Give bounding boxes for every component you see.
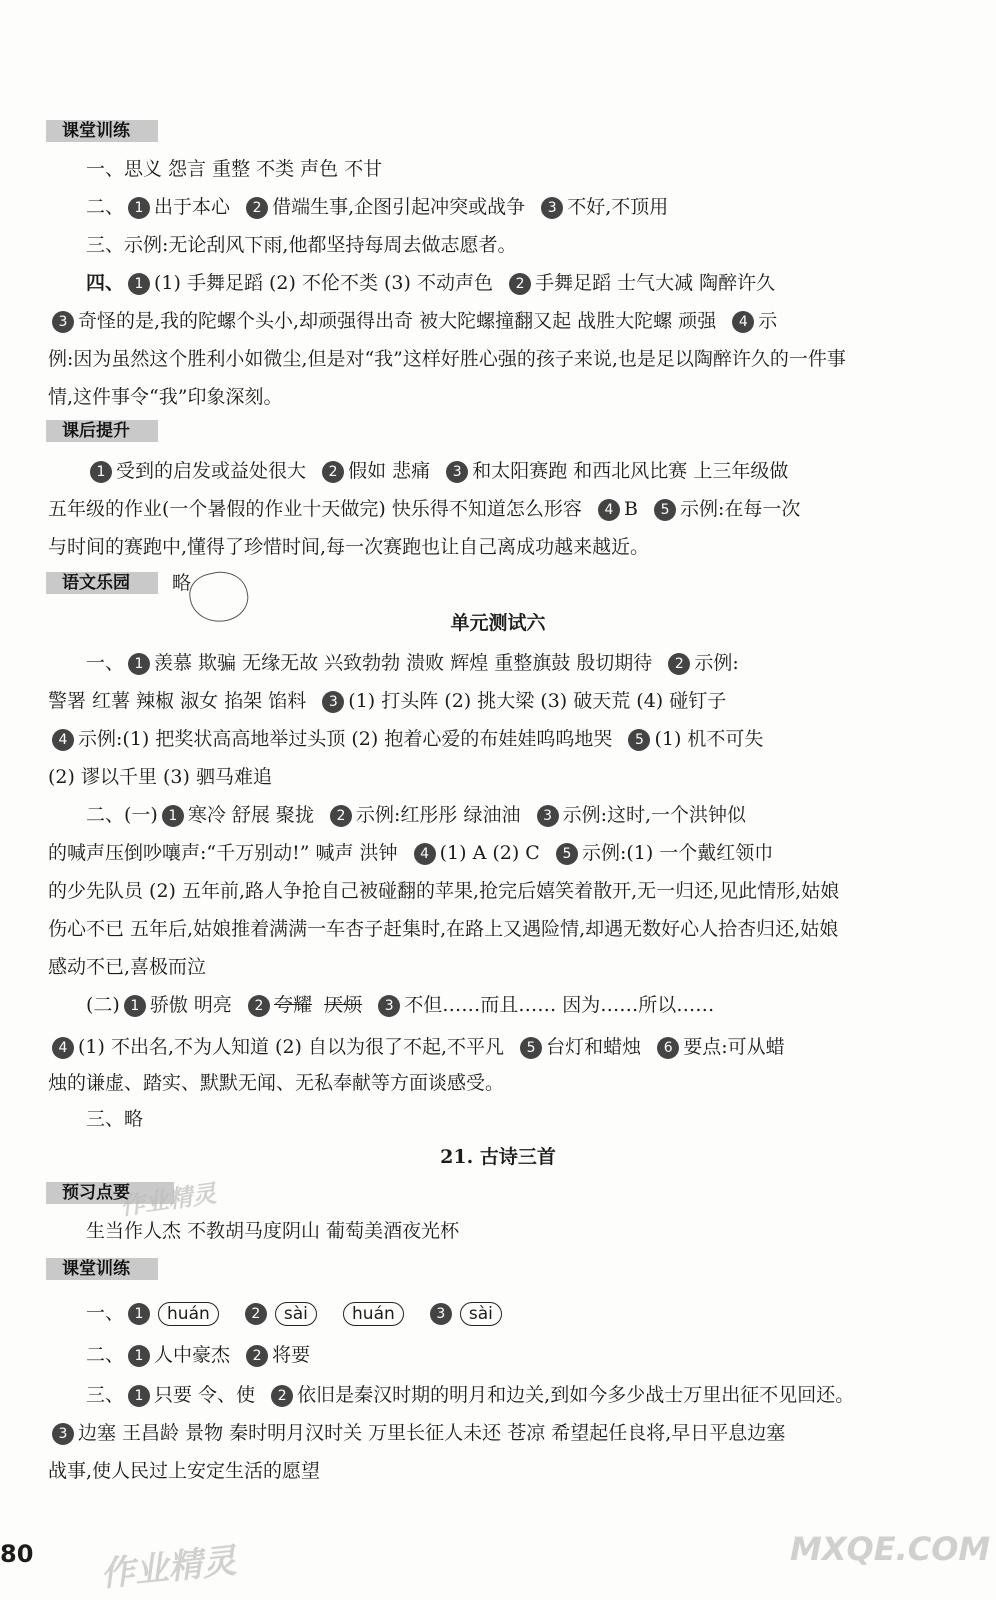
- number-badge: 5: [520, 1037, 542, 1059]
- number-badge: 3: [52, 1423, 74, 1445]
- answer-line-20: (二) 1 骄傲 明亮 2 夸耀 厌烦 3 不但……而且…… 因为……所以……: [86, 994, 715, 1016]
- number-badge: 1: [124, 995, 146, 1017]
- number-badge: 1: [128, 273, 150, 295]
- number-badge: 1: [162, 805, 184, 827]
- struck-word: 夸耀: [273, 994, 312, 1016]
- answer-line-13: 4 示例:(1) 把奖状高高地举过头顶 (2) 抱着心爱的布娃娃呜呜地哭 5 (1) 机不可失: [48, 726, 978, 752]
- answer-line-6: 例:因为虽然这个胜利小如微尘,但是对“我”这样好胜心强的孩子来说,也是足以陶醉许久的一件事: [48, 348, 846, 370]
- answer-line-28: 3 边塞 王昌龄 景物 秦时明月汉时关 万里长征人未还 苍凉 希望起任良将,早日平息边塞: [48, 1420, 978, 1446]
- number-badge: 4: [52, 729, 74, 751]
- section-tag-classroom-training: 课堂训练: [46, 120, 158, 142]
- number-badge: 1: [128, 653, 150, 675]
- answer-line-2: 二、 1 出于本心 2 借端生事,企图引起冲突或战争 3 不好,不顶用: [86, 196, 669, 218]
- number-badge: 5: [556, 843, 578, 865]
- number-badge: 6: [657, 1037, 679, 1059]
- section-tag-after-class: 课后提升: [46, 420, 158, 442]
- answer-line-16: 的喊声压倒吵嚷声:“千万别动!” 喊声 洪钟 4 (1) A (2) C 5 示例:(1) 一个戴红领巾: [48, 842, 774, 864]
- answer-line-1: 一、思义 怨言 重整 不类 声色 不甘: [86, 158, 383, 180]
- number-badge: 2: [246, 1345, 268, 1367]
- struck-word: 厌烦: [324, 994, 363, 1016]
- number-badge: 3: [378, 995, 400, 1017]
- answer-line-24: 生当作人杰 不教胡马度阴山 葡萄美酒夜光杯: [86, 1220, 460, 1242]
- heading-unit-test-six: 单元测试六: [450, 612, 546, 634]
- number-badge: 1: [128, 1303, 150, 1325]
- answer-line-29: 战事,使人民过上安定生活的愿望: [48, 1460, 321, 1482]
- answer-line-15: 二、(一) 1 寒冷 舒展 聚拢 2 示例:红彤彤 绿油油 3 示例:这时,一个洪钟似: [86, 804, 747, 826]
- number-badge: 2: [509, 273, 531, 295]
- number-badge: 4: [52, 1037, 74, 1059]
- number-badge: 1: [128, 1345, 150, 1367]
- number-badge: 5: [628, 729, 650, 751]
- answer-line-25: 一、 1 huán 2 sài huán 3 sài: [86, 1300, 976, 1326]
- answer-line-3: 三、示例:无论刮风下雨,他都坚持每周去做志愿者。: [86, 234, 517, 256]
- number-badge: 4: [732, 311, 754, 333]
- page-number: 80: [0, 1540, 34, 1568]
- answer-line-17: 的少先队员 (2) 五年前,路人争抢自己被碰翻的苹果,抢完后嬉笑着散开,无一归还,见此情形,姑娘: [48, 880, 840, 902]
- answer-line-18: 伤心不已 五年后,姑娘推着满满一车杏子赶集时,在路上又遇险情,却遇无数好心人拾杏归还,姑娘: [48, 918, 839, 940]
- number-badge: 2: [246, 197, 268, 219]
- pinyin-box: huán: [158, 1302, 219, 1326]
- watermark: MXQE.COM: [790, 1530, 991, 1568]
- number-badge: 3: [446, 461, 468, 483]
- answer-line-14: (2) 谬以千里 (3) 驷马难追: [48, 766, 272, 788]
- pinyin-box: sài: [460, 1302, 502, 1326]
- number-badge: 5: [654, 499, 676, 521]
- section-tag-preview: 预习点要: [46, 1182, 174, 1204]
- number-badge: 1: [128, 197, 150, 219]
- number-badge: 2: [330, 805, 352, 827]
- answer-line-9: 五年级的作业(一个暑假的作业十天做完) 快乐得不知道怎么形容 4 B 5 示例:在每一次: [48, 498, 801, 520]
- number-badge: 2: [668, 653, 690, 675]
- answer-line-8: 1 受到的启发或益处很大 2 假如 悲痛 3 和太阳赛跑 和西北风比赛 上三年级做: [86, 458, 976, 484]
- answer-line-26: 二、 1 人中豪杰 2 将要: [86, 1344, 311, 1366]
- number-badge: 4: [414, 843, 436, 865]
- number-badge: 2: [248, 995, 270, 1017]
- number-badge: 2: [322, 461, 344, 483]
- answer-line-22: 烛的谦虚、踏实、默默无闻、无私奉献等方面谈感受。: [48, 1072, 505, 1094]
- number-badge: 1: [128, 1385, 150, 1407]
- answer-line-10: 与时间的赛跑中,懂得了珍惜时间,每一次赛跑也让自己离成功越来越近。: [48, 536, 650, 558]
- watermark: 作业精灵: [118, 1179, 218, 1221]
- watermark: 作业精灵: [98, 1540, 239, 1595]
- answer-line-23: 三、略: [86, 1108, 144, 1130]
- number-badge: 2: [271, 1385, 293, 1407]
- number-badge: 3: [537, 805, 559, 827]
- number-badge: 1: [90, 461, 112, 483]
- answer-line-12: 警署 红薯 辣椒 淑女 掐架 馅料 3 (1) 打头阵 (2) 挑大梁 (3) 破天荒 (4) 碰钉子: [48, 690, 727, 712]
- number-badge: 3: [541, 197, 563, 219]
- number-badge: 3: [52, 311, 74, 333]
- section-tag-classroom-training-2: 课堂训练: [46, 1258, 158, 1280]
- pinyin-box: huán: [343, 1302, 404, 1326]
- answer-line-21: 4 (1) 不出名,不为人知道 (2) 自以为很了不起,不平凡 5 台灯和蜡烛 6 要点:可从蜡: [48, 1034, 978, 1060]
- number-badge: 3: [430, 1303, 452, 1325]
- answer-line-11: 一、 1 羡慕 欺骗 无缘无故 兴致勃勃 溃败 辉煌 重整旗鼓 殷切期待 2 示例:: [86, 652, 739, 674]
- answer-omitted: 略: [172, 572, 192, 594]
- answer-line-19: 感动不已,喜极而泣: [48, 956, 207, 978]
- number-badge: 4: [598, 499, 620, 521]
- number-badge: 3: [322, 691, 344, 713]
- section-tag-chinese-garden: 语文乐园: [46, 572, 158, 594]
- pinyin-box: sài: [275, 1302, 317, 1326]
- answer-line-5: 3 奇怪的是,我的陀螺个头小,却顽强得出奇 被大陀螺撞翻又起 战胜大陀螺 顽强 4 示: [48, 308, 978, 334]
- number-badge: 2: [245, 1303, 267, 1325]
- answer-line-4: 四、 1 (1) 手舞足蹈 (2) 不伦不类 (3) 不动声色 2 手舞足蹈 士气大减 陶醉许久: [86, 272, 776, 294]
- heading-lesson-21: 21. 古诗三首: [440, 1146, 556, 1168]
- answer-line-27: 三、 1 只要 令、使 2 依旧是秦汉时期的明月和边关,到如今多少战士万里出征不见回还。: [86, 1384, 855, 1406]
- answer-line-7: 情,这件事令“我”印象深刻。: [48, 386, 283, 408]
